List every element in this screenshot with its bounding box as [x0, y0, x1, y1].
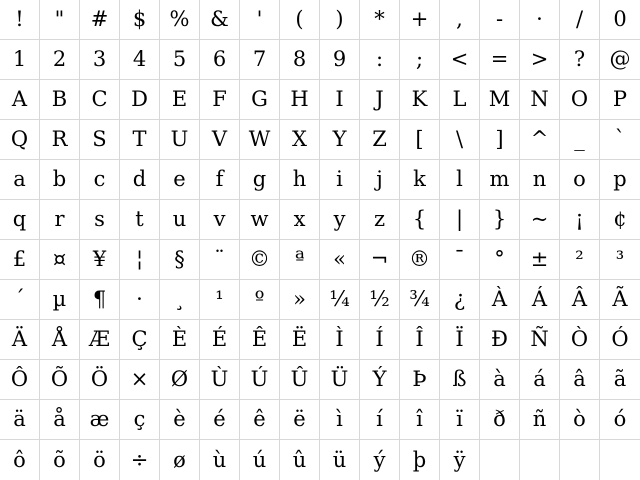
glyph-cell[interactable]: µ [40, 280, 80, 320]
glyph-cell[interactable]: ` [600, 120, 640, 160]
glyph-cell[interactable]: T [120, 120, 160, 160]
glyph-cell[interactable]: ó [600, 400, 640, 440]
glyph-cell[interactable]: X [280, 120, 320, 160]
glyph-cell[interactable]: ¤ [40, 240, 80, 280]
glyph-cell[interactable]: Ö [80, 360, 120, 400]
glyph-cell[interactable]: W [240, 120, 280, 160]
glyph-cell[interactable]: 4 [120, 40, 160, 80]
glyph-cell[interactable]: # [80, 0, 120, 40]
glyph-cell[interactable]: ; [400, 40, 440, 80]
glyph-cell[interactable]: Ù [200, 360, 240, 400]
glyph-cell[interactable]: é [200, 400, 240, 440]
glyph-cell[interactable]: Ü [320, 360, 360, 400]
glyph-cell[interactable]: Â [560, 280, 600, 320]
glyph-cell[interactable]: } [480, 200, 520, 240]
glyph-cell[interactable]: ú [240, 440, 280, 480]
glyph-cell[interactable]: · [520, 0, 560, 40]
glyph-cell[interactable]: ô [0, 440, 40, 480]
glyph-cell[interactable]: à [480, 360, 520, 400]
glyph-cell[interactable]: À [480, 280, 520, 320]
glyph-cell[interactable]: Ð [480, 320, 520, 360]
glyph-cell[interactable]: û [280, 440, 320, 480]
glyph-cell[interactable]: » [280, 280, 320, 320]
glyph-cell[interactable]: Ì [320, 320, 360, 360]
glyph-cell[interactable]: n [520, 160, 560, 200]
glyph-cell[interactable]: Q [0, 120, 40, 160]
glyph-cell[interactable]: Ý [360, 360, 400, 400]
glyph-cell[interactable]: ª [280, 240, 320, 280]
glyph-cell[interactable]: ¨ [200, 240, 240, 280]
glyph-cell[interactable]: î [400, 400, 440, 440]
glyph-cell[interactable]: Ú [240, 360, 280, 400]
glyph-cell[interactable]: P [600, 80, 640, 120]
glyph-cell[interactable]: ) [320, 0, 360, 40]
glyph-cell[interactable]: ] [480, 120, 520, 160]
glyph-cell[interactable]: Ò [560, 320, 600, 360]
glyph-cell[interactable]: I [320, 80, 360, 120]
glyph-cell[interactable]: H [280, 80, 320, 120]
glyph-cell[interactable]: > [520, 40, 560, 80]
glyph-cell[interactable]: ? [560, 40, 600, 80]
glyph-cell[interactable]: b [40, 160, 80, 200]
glyph-cell[interactable]: l [440, 160, 480, 200]
glyph-cell[interactable]: : [360, 40, 400, 80]
glyph-cell[interactable]: F [200, 80, 240, 120]
glyph-cell[interactable]: å [40, 400, 80, 440]
glyph-cell[interactable]: ü [320, 440, 360, 480]
glyph-cell[interactable]: 2 [40, 40, 80, 80]
glyph-cell[interactable]: § [160, 240, 200, 280]
glyph-cell[interactable]: E [160, 80, 200, 120]
glyph-cell[interactable]: Þ [400, 360, 440, 400]
glyph-cell[interactable]: Ñ [520, 320, 560, 360]
glyph-cell[interactable]: / [560, 0, 600, 40]
glyph-cell[interactable]: ä [0, 400, 40, 440]
glyph-cell[interactable]: 7 [240, 40, 280, 80]
glyph-cell[interactable]: ® [400, 240, 440, 280]
glyph-cell[interactable]: ê [240, 400, 280, 440]
glyph-cell[interactable]: q [0, 200, 40, 240]
glyph-cell[interactable]: ³ [600, 240, 640, 280]
glyph-cell[interactable]: ¾ [400, 280, 440, 320]
glyph-cell[interactable]: , [440, 0, 480, 40]
glyph-cell[interactable]: d [120, 160, 160, 200]
glyph-cell[interactable]: ñ [520, 400, 560, 440]
glyph-cell[interactable]: ù [200, 440, 240, 480]
glyph-cell[interactable]: " [40, 0, 80, 40]
glyph-cell[interactable]: ç [120, 400, 160, 440]
glyph-cell[interactable]: ¦ [120, 240, 160, 280]
glyph-cell[interactable]: ¸ [160, 280, 200, 320]
glyph-cell[interactable]: = [480, 40, 520, 80]
glyph-cell[interactable]: Ô [0, 360, 40, 400]
glyph-cell[interactable]: õ [40, 440, 80, 480]
glyph-cell[interactable] [480, 440, 520, 480]
glyph-cell[interactable]: x [280, 200, 320, 240]
glyph-cell[interactable]: f [200, 160, 240, 200]
glyph-cell[interactable]: Ï [440, 320, 480, 360]
glyph-cell[interactable]: D [120, 80, 160, 120]
glyph-cell[interactable]: o [560, 160, 600, 200]
glyph-cell[interactable]: w [240, 200, 280, 240]
glyph-cell[interactable]: 3 [80, 40, 120, 80]
glyph-cell[interactable]: g [240, 160, 280, 200]
glyph-cell[interactable]: R [40, 120, 80, 160]
glyph-cell[interactable]: ½ [360, 280, 400, 320]
glyph-cell[interactable]: L [440, 80, 480, 120]
glyph-cell[interactable]: × [120, 360, 160, 400]
glyph-cell[interactable]: ¥ [80, 240, 120, 280]
glyph-cell[interactable]: ¯ [440, 240, 480, 280]
glyph-cell[interactable]: c [80, 160, 120, 200]
glyph-cell[interactable]: â [560, 360, 600, 400]
glyph-cell[interactable]: & [200, 0, 240, 40]
glyph-cell[interactable]: - [480, 0, 520, 40]
glyph-cell[interactable]: ¬ [360, 240, 400, 280]
glyph-cell[interactable]: G [240, 80, 280, 120]
glyph-cell[interactable]: á [520, 360, 560, 400]
glyph-cell[interactable]: p [600, 160, 640, 200]
glyph-cell[interactable]: ß [440, 360, 480, 400]
glyph-cell[interactable]: S [80, 120, 120, 160]
glyph-cell[interactable]: C [80, 80, 120, 120]
glyph-cell[interactable]: ö [80, 440, 120, 480]
glyph-cell[interactable]: B [40, 80, 80, 120]
glyph-cell[interactable]: a [0, 160, 40, 200]
glyph-cell[interactable]: ò [560, 400, 600, 440]
glyph-cell[interactable]: ~ [520, 200, 560, 240]
glyph-cell[interactable]: ¿ [440, 280, 480, 320]
glyph-cell[interactable]: Î [400, 320, 440, 360]
glyph-cell[interactable] [560, 440, 600, 480]
glyph-cell[interactable]: u [160, 200, 200, 240]
glyph-cell[interactable]: « [320, 240, 360, 280]
glyph-cell[interactable]: · [120, 280, 160, 320]
glyph-cell[interactable]: Û [280, 360, 320, 400]
glyph-cell[interactable]: ¹ [200, 280, 240, 320]
glyph-cell[interactable]: O [560, 80, 600, 120]
glyph-cell[interactable]: M [480, 80, 520, 120]
glyph-cell[interactable]: í [360, 400, 400, 440]
glyph-cell[interactable]: s [80, 200, 120, 240]
glyph-cell[interactable] [520, 440, 560, 480]
glyph-cell[interactable]: Õ [40, 360, 80, 400]
glyph-cell[interactable]: ! [0, 0, 40, 40]
glyph-cell[interactable]: ë [280, 400, 320, 440]
glyph-cell[interactable]: Ä [0, 320, 40, 360]
glyph-cell[interactable]: © [240, 240, 280, 280]
glyph-cell[interactable]: Ë [280, 320, 320, 360]
glyph-cell[interactable]: e [160, 160, 200, 200]
glyph-cell[interactable]: £ [0, 240, 40, 280]
glyph-cell[interactable]: k [400, 160, 440, 200]
glyph-cell[interactable]: ( [280, 0, 320, 40]
glyph-cell[interactable]: 0 [600, 0, 640, 40]
glyph-cell[interactable]: i [320, 160, 360, 200]
glyph-cell[interactable]: ° [480, 240, 520, 280]
glyph-cell[interactable]: ¢ [600, 200, 640, 240]
glyph-cell[interactable]: Ã [600, 280, 640, 320]
glyph-cell[interactable]: + [400, 0, 440, 40]
glyph-cell[interactable]: ¡ [560, 200, 600, 240]
glyph-cell[interactable]: ´ [0, 280, 40, 320]
glyph-cell[interactable] [600, 440, 640, 480]
glyph-cell[interactable]: È [160, 320, 200, 360]
glyph-cell[interactable]: Ø [160, 360, 200, 400]
glyph-cell[interactable]: A [0, 80, 40, 120]
glyph-cell[interactable]: ÿ [440, 440, 480, 480]
glyph-cell[interactable]: h [280, 160, 320, 200]
glyph-cell[interactable]: É [200, 320, 240, 360]
glyph-cell[interactable]: 1 [0, 40, 40, 80]
glyph-cell[interactable]: Ç [120, 320, 160, 360]
glyph-cell[interactable]: è [160, 400, 200, 440]
glyph-cell[interactable]: Á [520, 280, 560, 320]
glyph-cell[interactable]: _ [560, 120, 600, 160]
glyph-cell[interactable]: J [360, 80, 400, 120]
glyph-cell[interactable]: ² [560, 240, 600, 280]
glyph-cell[interactable]: ¼ [320, 280, 360, 320]
glyph-cell[interactable]: 9 [320, 40, 360, 80]
glyph-cell[interactable]: ð [480, 400, 520, 440]
glyph-cell[interactable]: ± [520, 240, 560, 280]
glyph-cell[interactable]: Ê [240, 320, 280, 360]
glyph-cell[interactable]: ' [240, 0, 280, 40]
glyph-cell[interactable]: t [120, 200, 160, 240]
glyph-cell[interactable]: U [160, 120, 200, 160]
glyph-cell[interactable]: 6 [200, 40, 240, 80]
glyph-cell[interactable]: r [40, 200, 80, 240]
glyph-cell[interactable]: ÷ [120, 440, 160, 480]
glyph-cell[interactable]: ^ [520, 120, 560, 160]
glyph-cell[interactable]: Y [320, 120, 360, 160]
glyph-cell[interactable]: 8 [280, 40, 320, 80]
glyph-cell[interactable]: v [200, 200, 240, 240]
glyph-cell[interactable]: { [400, 200, 440, 240]
glyph-cell[interactable]: K [400, 80, 440, 120]
glyph-cell[interactable]: V [200, 120, 240, 160]
glyph-cell[interactable]: [ [400, 120, 440, 160]
glyph-cell[interactable]: \ [440, 120, 480, 160]
glyph-cell[interactable]: Å [40, 320, 80, 360]
glyph-cell[interactable]: ø [160, 440, 200, 480]
glyph-cell[interactable]: Í [360, 320, 400, 360]
glyph-cell[interactable]: y [320, 200, 360, 240]
glyph-cell[interactable]: ì [320, 400, 360, 440]
glyph-cell[interactable]: % [160, 0, 200, 40]
glyph-cell[interactable]: | [440, 200, 480, 240]
glyph-cell[interactable]: ï [440, 400, 480, 440]
glyph-cell[interactable]: º [240, 280, 280, 320]
glyph-cell[interactable]: ¶ [80, 280, 120, 320]
glyph-cell[interactable]: @ [600, 40, 640, 80]
glyph-cell[interactable]: N [520, 80, 560, 120]
glyph-cell[interactable]: Ó [600, 320, 640, 360]
glyph-cell[interactable]: Z [360, 120, 400, 160]
glyph-cell[interactable]: æ [80, 400, 120, 440]
glyph-cell[interactable]: 5 [160, 40, 200, 80]
glyph-cell[interactable]: $ [120, 0, 160, 40]
glyph-cell[interactable]: ã [600, 360, 640, 400]
glyph-cell[interactable]: ý [360, 440, 400, 480]
glyph-cell[interactable]: * [360, 0, 400, 40]
glyph-cell[interactable]: þ [400, 440, 440, 480]
glyph-cell[interactable]: < [440, 40, 480, 80]
glyph-cell[interactable]: Æ [80, 320, 120, 360]
glyph-cell[interactable]: m [480, 160, 520, 200]
glyph-cell[interactable]: j [360, 160, 400, 200]
glyph-cell[interactable]: z [360, 200, 400, 240]
